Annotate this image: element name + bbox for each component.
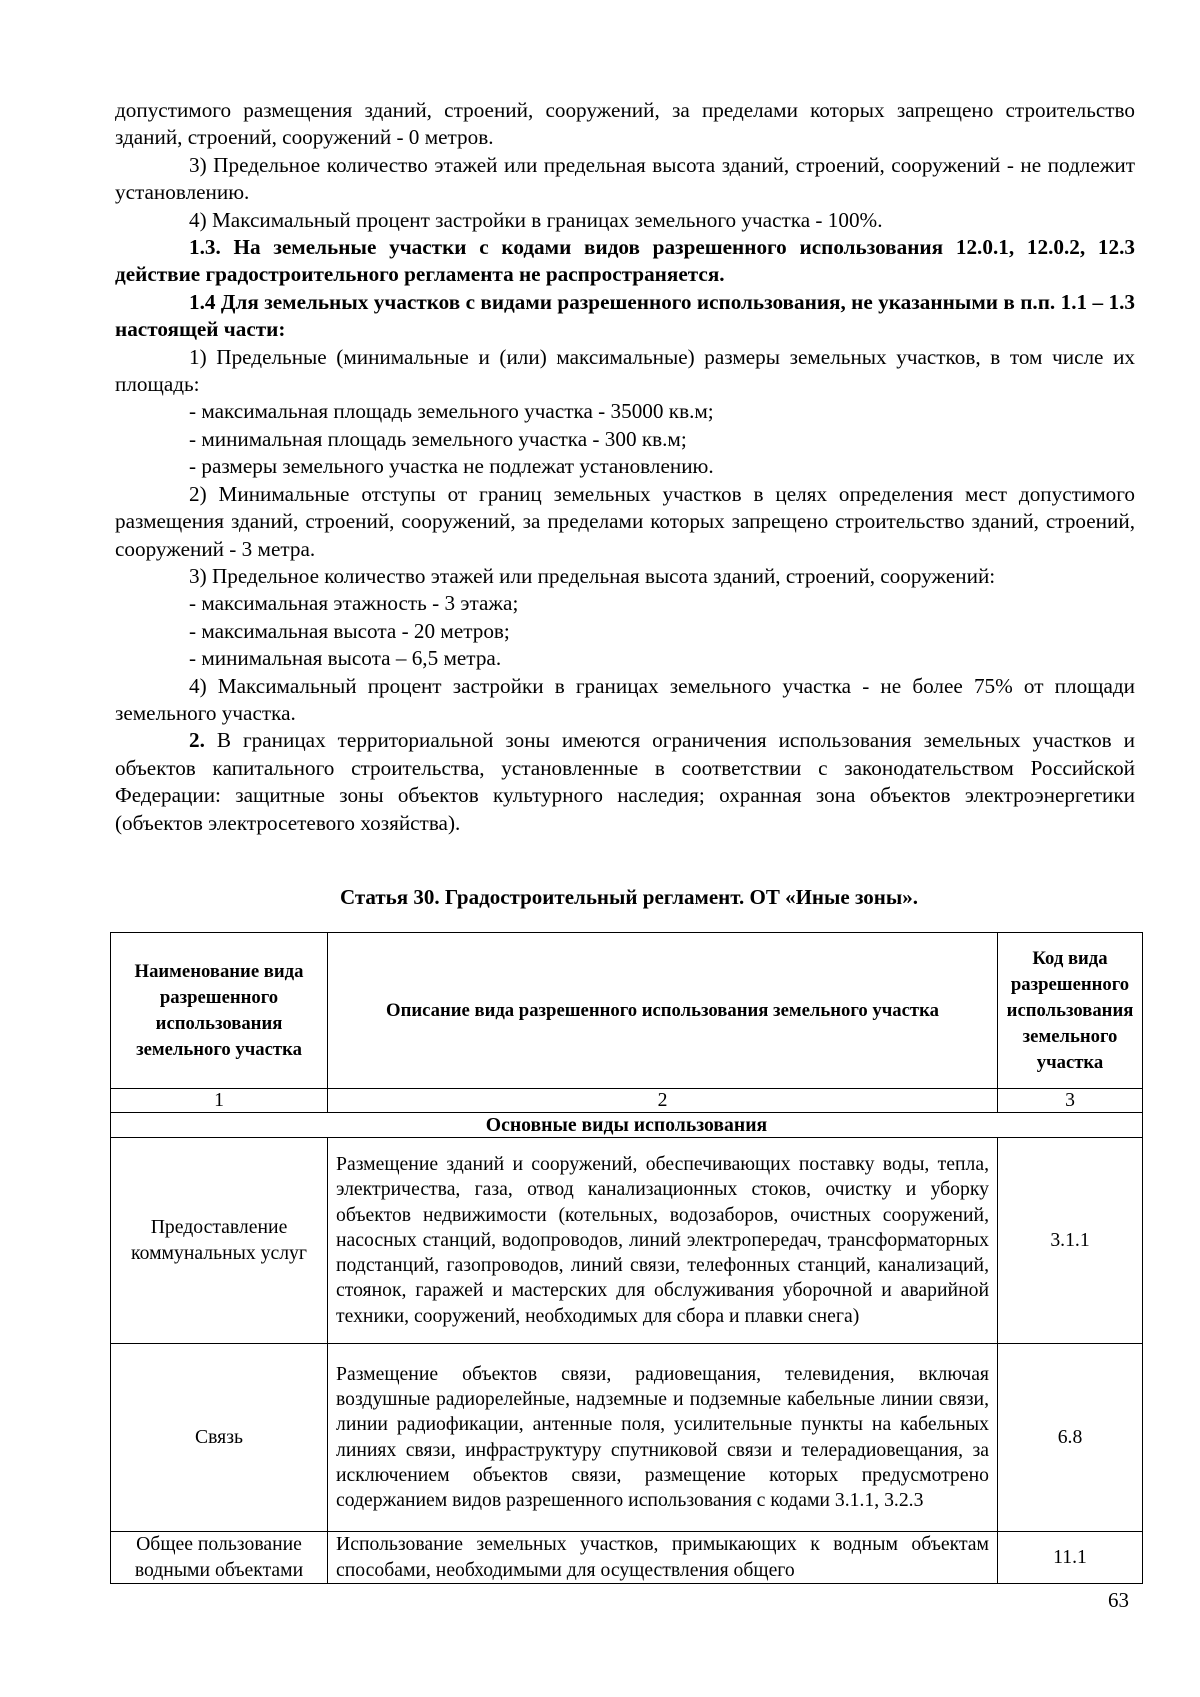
use-name: Предоставление коммунальных услуг bbox=[111, 1138, 328, 1344]
use-code: 3.1.1 bbox=[998, 1138, 1143, 1344]
paragraph: 3) Предельное количество этажей или предельная высота зданий, строений, сооружений - не подлежит установлению. bbox=[115, 152, 1135, 205]
use-name: Общее пользование водными объектами bbox=[111, 1532, 328, 1584]
paragraph bbox=[115, 727, 1135, 837]
column-number: 3 bbox=[998, 1089, 1143, 1113]
use-description: Размещение объектов связи, радиовещания, телевидения, включая воздушные радиорелейные, надземные и подземные кабельные линии связи, линии радиофикации, антенные поля, усилительные пункты на кабельных линиях связи, инфраструктуру спутниковой связи и телерадиовещания, за исключением объектов связи, размещение которых предусмотрено содержанием видов разрешенного использования с кодами 3.1.1, 3.2.3 bbox=[328, 1344, 998, 1532]
paragraph: 4) Максимальный процент застройки в границах земельного участка - не более 75% от площади земельного участка. bbox=[115, 673, 1135, 725]
list-item: - минимальная высота – 6,5 метра. bbox=[189, 646, 502, 671]
paragraph-number: 2. bbox=[189, 728, 205, 753]
header-cell: Код вида разрешенного использования земельного участка bbox=[998, 933, 1143, 1089]
list-item: - максимальная этажность - 3 этажа; bbox=[189, 591, 519, 616]
column-number: 1 bbox=[111, 1089, 328, 1113]
use-code: 11.1 bbox=[998, 1532, 1143, 1584]
list-item: - минимальная площадь земельного участка - 300 кв.м; bbox=[189, 426, 687, 451]
list-item: - максимальная высота - 20 метров; bbox=[189, 618, 510, 643]
paragraph: 4) Максимальный процент застройки в границах земельного участка - 100%. bbox=[189, 207, 883, 232]
column-number: 2 bbox=[328, 1089, 998, 1113]
table-header-row bbox=[111, 933, 1143, 1089]
table-row bbox=[111, 1138, 1143, 1344]
header-cell: Наименование вида разрешенного использования земельного участка bbox=[111, 933, 328, 1089]
paragraph: допустимого размещения зданий, строений, сооружений, за пределами которых запрещено строительство зданий, строений, сооружений - 0 метров. bbox=[115, 98, 1135, 150]
page-number: 63 bbox=[1108, 1588, 1129, 1612]
use-code: 6.8 bbox=[998, 1344, 1143, 1532]
list-item: - размеры земельного участка не подлежат установлению. bbox=[189, 454, 714, 479]
table-row bbox=[111, 1344, 1143, 1532]
table-number-row bbox=[111, 1089, 1143, 1113]
header-cell: Описание вида разрешенного использования земельного участка bbox=[328, 933, 998, 1089]
use-description: Размещение зданий и сооружений, обеспечивающих поставку воды, тепла, электричества, газа, отвод канализационных стоков, очистку и уборку объектов недвижимости (котельных, водозаборов, очистных сооружений, насосных станций, водопроводов, линий электропередач, трансформаторных подстанций, газопроводов, линий связи, телефонных станций, канализаций, стоянок, гаражей и мастерских для обслуживания уборочной и аварийной техники, сооружений, необходимых для сбора и плавки снега) bbox=[328, 1138, 998, 1344]
paragraph-bold: 1.4 Для земельных участков с видами разрешенного использования, не указанными в п.п. 1.1 – 1.3 настоящей части: bbox=[115, 289, 1135, 342]
paragraph-bold: 1.3. На земельные участки с кодами видов разрешенного использования 12.0.1, 12.0.2, 12.3 действие градостроительного регламента не распространяется. bbox=[115, 235, 1135, 287]
document-body bbox=[115, 97, 1135, 911]
paragraph: 3) Предельное количество этажей или предельная высота зданий, строений, сооружений: bbox=[189, 563, 996, 588]
table-section-row bbox=[111, 1113, 1143, 1138]
use-name: Связь bbox=[111, 1344, 328, 1532]
paragraph: 1) Предельные (минимальные и (или) максимальные) размеры земельных участков, в том числе их площадь: bbox=[115, 344, 1135, 397]
paragraph-text: В границах территориальной зоны имеются ограничения использования земельных участков и объектов капитального строительства, установленные в соответствии с законодательством Российской Федерации: защитные зоны объектов культурного наследия; охранная зона объектов электроэнергетики (объектов электросетевого хозяйства). bbox=[115, 728, 1135, 835]
paragraph: 2) Минимальные отступы от границ земельных участков в целях определения мест допустимого размещения зданий, строений, сооружений, за пределами которых запрещено строительство зданий, строений, сооружений - 3 метра. bbox=[115, 481, 1135, 561]
table-row bbox=[111, 1532, 1143, 1584]
section-title: Основные виды использования bbox=[111, 1113, 1143, 1138]
regulation-table bbox=[110, 932, 1143, 1584]
list-item: - максимальная площадь земельного участка - 35000 кв.м; bbox=[189, 399, 714, 424]
use-description: Использование земельных участков, примыкающих к водным объектам способами, необходимыми для осуществления общего bbox=[328, 1532, 998, 1584]
article-title: Статья 30. Градостроительный регламент. ОТ «Иные зоны». bbox=[339, 884, 919, 909]
